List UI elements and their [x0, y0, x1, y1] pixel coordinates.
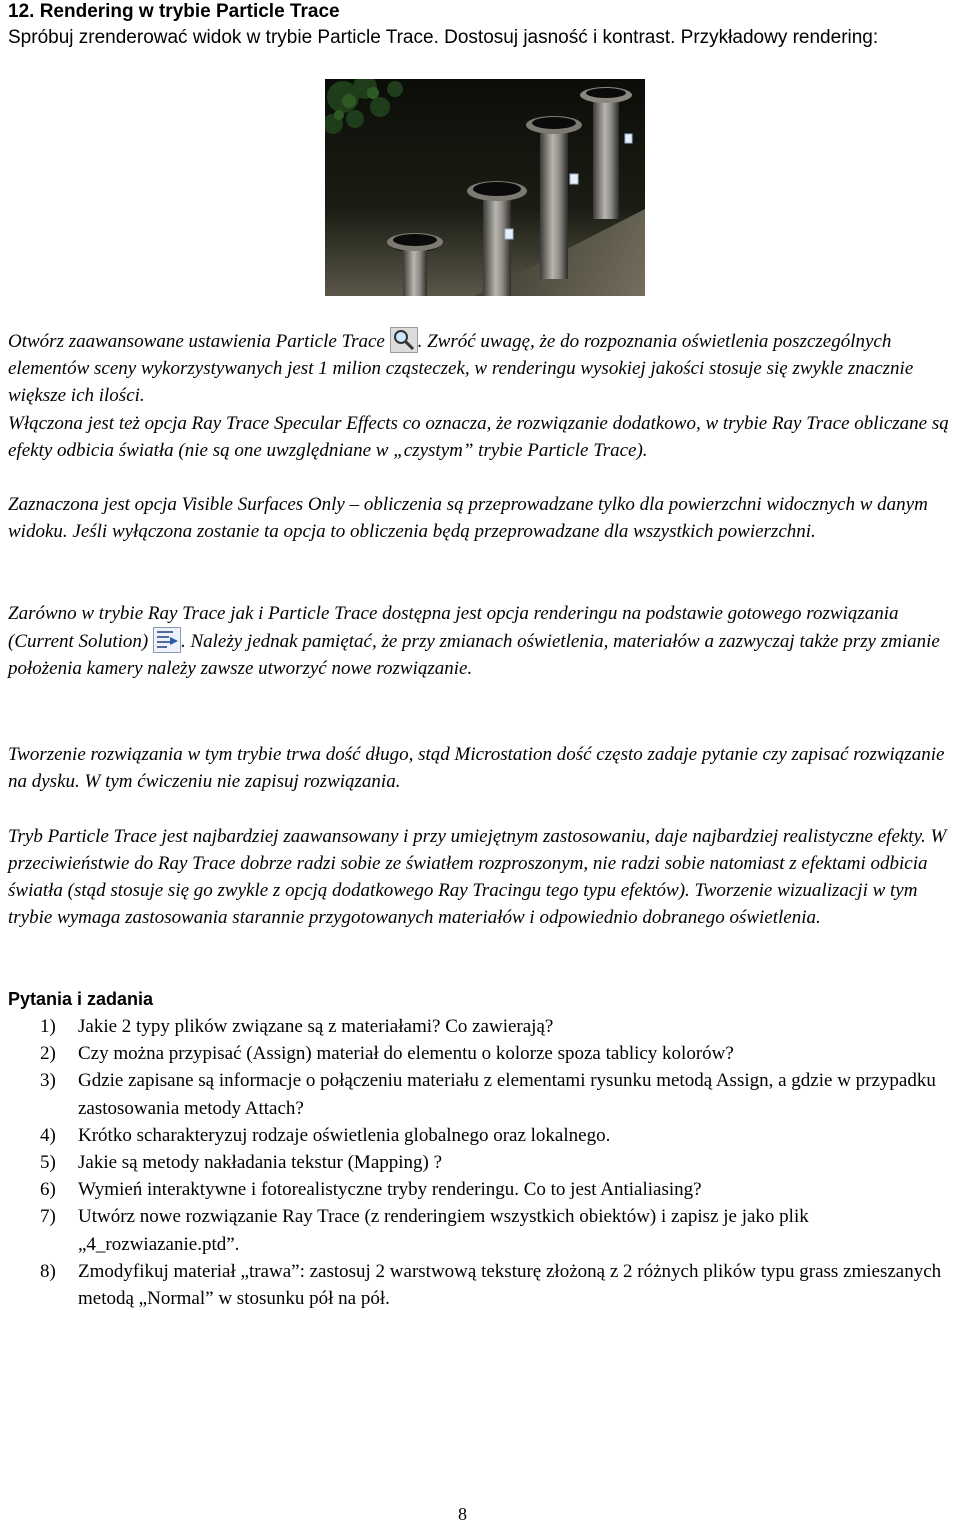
list-item: 8) Zmodyfikuj materiał „trawa”: zastosuj 2 warstwową teksturę złożoną z 2 różnych plików typu grass zmieszanych metodą „Normal” w stosunku pół na pół.: [40, 1260, 942, 1310]
magnifier-icon[interactable]: [390, 327, 418, 353]
list-item: 3) Gdzie zapisane są informacje o połączeniu materiału z elementami rysunku metodą Assign, a gdzie w przypadku zastosowania metody Attach?: [40, 1070, 936, 1119]
particle-trace-rendering: [325, 79, 645, 296]
questions-title: Pytania i zadania: [8, 989, 154, 1009]
list-item: 6) Wymień interaktywne i fotorealistyczne tryby renderingu. Co to jest Antialiasing?: [40, 1179, 702, 1201]
list-item: 7) Utwórz nowe rozwiązanie Ray Trace (z renderingiem wszystkich obiektów) i zapisz je jako plik „4_rozwiazanie.ptd”.: [40, 1206, 809, 1255]
paragraph-solution-time: Tworzenie rozwiązania w tym trybie trwa dość długo, stąd Microstation dość często zadaje pytanie czy zapisać rozwiązanie na dysku. W tym ćwiczeniu nie zapisuj rozwiązania.: [8, 744, 945, 792]
paragraph-particle-settings: Otwórz zaawansowane ustawienia Particle Trace . Zwróć uwagę, że do rozpoznania oświetlenia poszczególnych elementów sceny wykorzystywanych jest 1 milion cząsteczek, w renderingu wysokiej jakości stosuje się zwykle znacznie większe ich ilości.: [8, 327, 956, 409]
paragraph-specular-effects: Włączona jest też opcja Ray Trace Specular Effects co oznacza, że rozwiązanie dodatkowo, w trybie Ray Trace obliczane są efekty odbicia światła (nie są one uwzględniane w „czystym” trybie Particle Trace).: [8, 413, 949, 461]
list-item: 2) Czy można przypisać (Assign) materiał do elementu o kolorze spoza tablicy kolorów?: [40, 1043, 734, 1065]
paragraph-particle-trace-summary: Tryb Particle Trace jest najbardziej zaawansowany i przy umiejętnym zastosowaniu, daje najbardziej realistyczne efekty. W przeciwieństwie do Ray Trace dobrze radzi sobie ze światłem rozproszonym, nie radzi sobie natomiast z efektami odbicia światła (stąd stosuje się go zwykle z opcją dodatkowego Ray Tracingu tego typu efektów). Tworzenie wizualizacji w tym trybie wymaga zastosowania starannie przygotowanych materiałów i odpowiednio dobranego oświetlenia.: [8, 826, 947, 928]
intro-paragraph: Spróbuj zrenderować widok w trybie Particle Trace. Dostosuj jasność i kontrast. Przykładowy rendering:: [8, 27, 879, 48]
section-heading: 12. Rendering w trybie Particle Trace: [8, 1, 340, 22]
paragraph-visible-surfaces: Zaznaczona jest opcja Visible Surfaces Only – obliczenia są przeprowadzane tylko dla powierzchni widocznych w danym widoku. Jeśli wyłączona zostanie ta opcja to obliczenia będą przeprowadzane dla wszystkich powierzchni.: [8, 494, 928, 542]
list-item: 1) Jakie 2 typy plików związane są z materiałami? Co zawierają?: [40, 1016, 554, 1037]
paragraph-current-solution: Zarówno w trybie Ray Trace jak i Particle Trace dostępna jest opcja renderingu na podstawie gotowego rozwiązania (Current Solution) . Należy jednak pamiętać, że przy zmianach oświetlenia, materiałów a zazwyczaj także przy zmianie położenia kamery należy zawsze utworzyć nowe rozwiązanie.: [8, 603, 940, 679]
current-solution-icon[interactable]: [153, 627, 181, 653]
list-item: 4) Krótko scharakteryzuj rodzaje oświetlenia globalnego oraz lokalnego.: [40, 1124, 611, 1146]
questions-list: [40, 1013, 960, 1312]
list-item: 5) Jakie są metody nakładania tekstur (Mapping) ?: [40, 1152, 443, 1174]
page-number: 8: [458, 1504, 467, 1524]
